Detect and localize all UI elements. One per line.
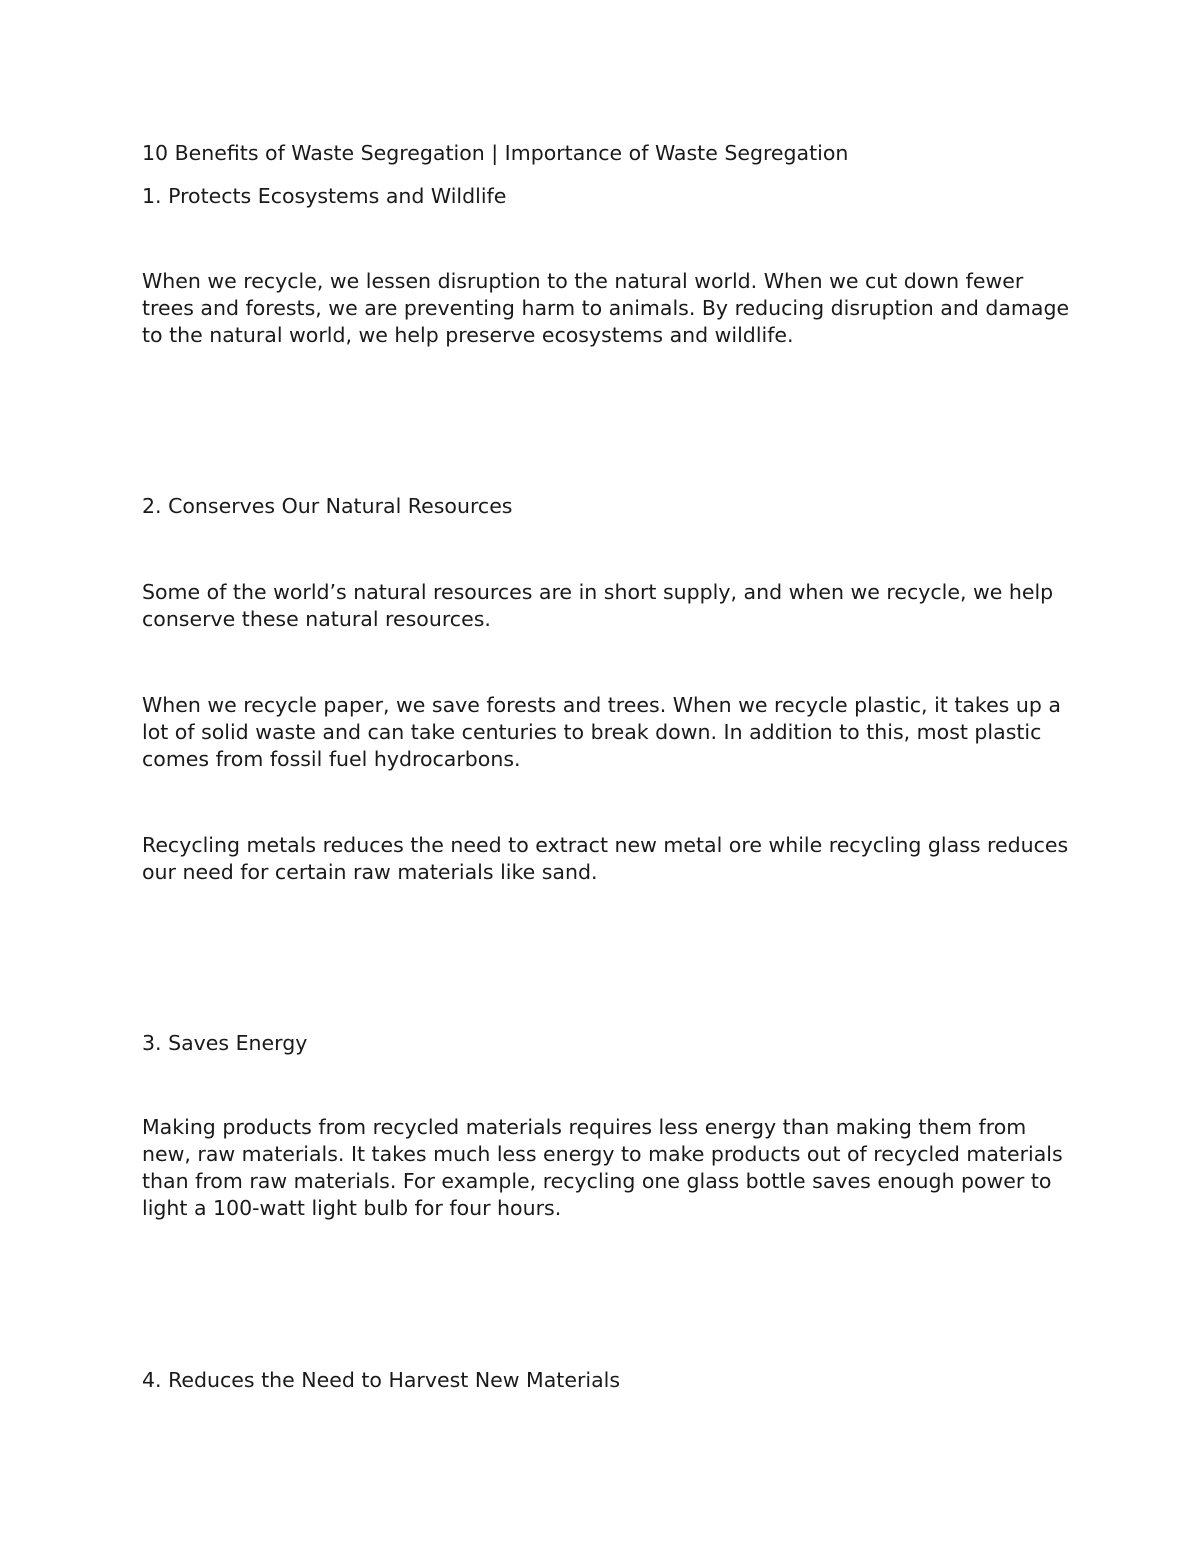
section-2-paragraph-3: Recycling metals reduces the need to extract new metal ore while recycling glass reduces our need for certain raw materials like sand. (142, 833, 1075, 884)
section-3-paragraph-1: Making products from recycled materials requires less energy than making them from new, raw materials. It takes much less energy to make products out of recycled materials than from raw materials. For example, recycling one glass bottle saves enough power to light a 100-watt light bulb for four hours. (142, 1115, 1070, 1220)
section-heading-4: 4. Reduces the Need to Harvest New Materials (142, 1368, 621, 1392)
section-heading-3: 3. Saves Energy (142, 1031, 308, 1055)
section-2-paragraph-2: When we recycle paper, we save forests and trees. When we recycle plastic, it takes up a lot of solid waste and can take centuries to break down. In addition to this, most plastic comes from fossil fuel hydrocarbons. (142, 693, 1068, 771)
section-heading-1: 1. Protects Ecosystems and Wildlife (142, 184, 507, 208)
section-heading-2: 2. Conserves Our Natural Resources (142, 494, 513, 518)
document-title: 10 Benefits of Waste Segregation | Importance of Waste Segregation (142, 141, 849, 165)
section-1-paragraph-1: When we recycle, we lessen disruption to the natural world. When we cut down fewer trees and forests, we are preventing harm to animals. By reducing disruption and damage to the natural world, we help preserve ecosystems and wildlife. (142, 269, 1076, 347)
section-2-paragraph-1: Some of the world’s natural resources are in short supply, and when we recycle, we help conserve these natural resources. (142, 580, 1060, 631)
